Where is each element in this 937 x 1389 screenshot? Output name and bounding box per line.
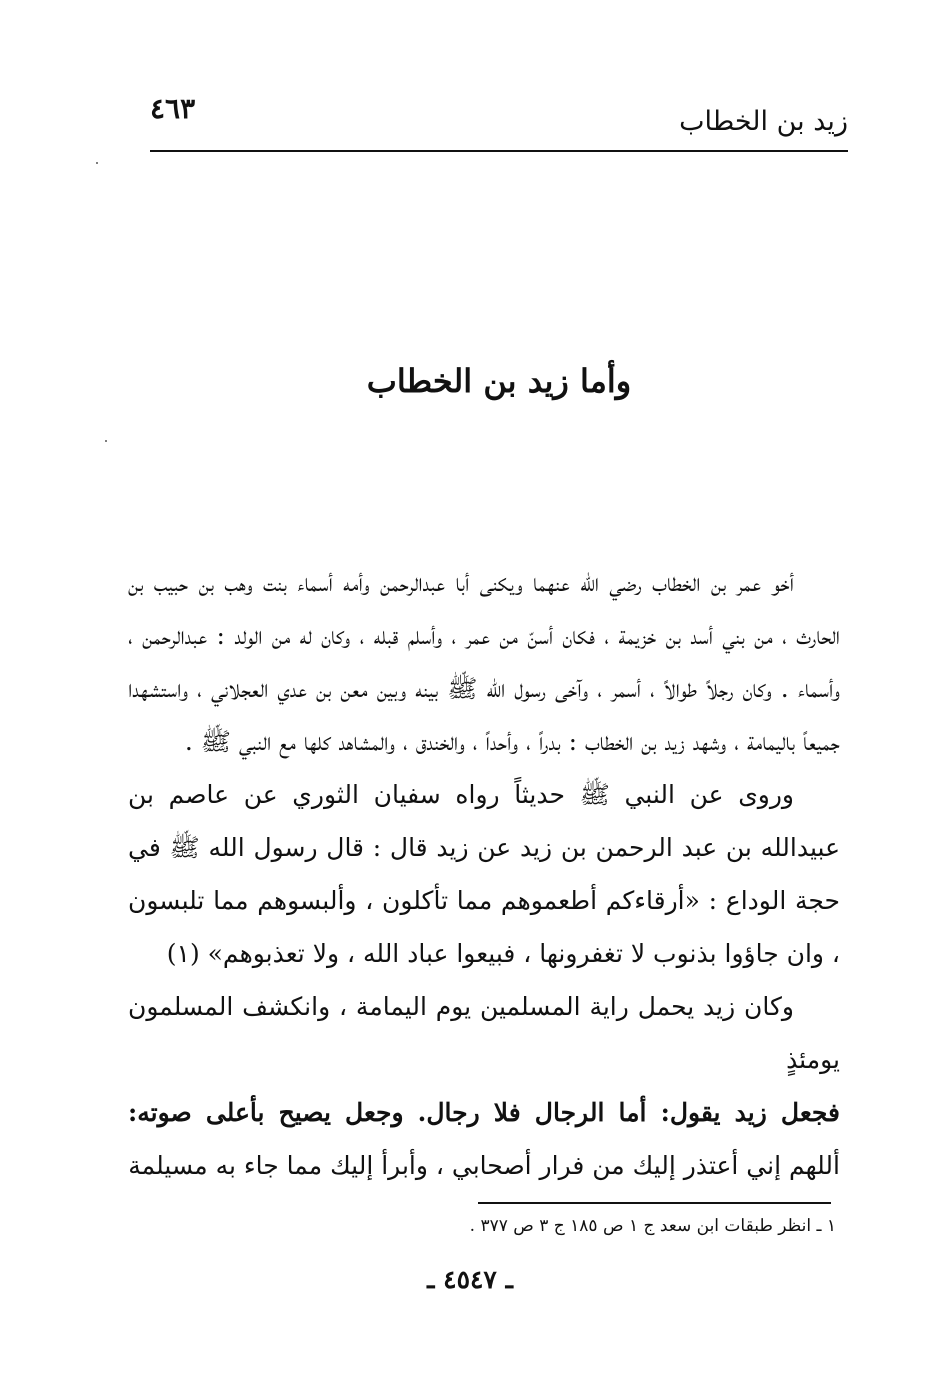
paragraph: أخو عمر بن الخطاب رضي الله عنهما ويكنى أبا عبدالرحمن وأمه أسماء بنت وهب بن حبيب بن الحارث ، من بني أسد بن خزيمة ، فكان أسنّ من عمر ، وأسلم قبله ، وكان له من الولد : عبدالرحمن ، وأسماء . وكان رجلاً طوالاً ، أسمر ، وآخى رسول الله ﷺ بينه وبين معن بن عدي العجلاني ، واستشهدا جميعاً باليمامة ، وشهد زيد بن الخطاب : بدراً ، وأحداً ، والخندق ، والمشاهد كلها مع النبي ﷺ . [128,568,840,756]
running-header [150,92,848,150]
text-run: أللهم إني أعتذر إليك من فرار أصحابي ، وأبرأ إليك مما جاء به مسيلمة [128,1151,840,1180]
footnote: ١ ـ انظر طبقات ابن سعد ج ١ ص ١٨٥ ج ٣ ص ٣٧٧ . [469,1216,836,1236]
footnote-rule [478,1202,831,1204]
chapter-title: وأما زيد بن الخطاب [366,362,632,400]
header-rule [150,150,848,152]
paragraph [128,1086,840,1192]
scan-speck [105,440,107,442]
scan-speck [96,162,98,164]
bold-text-run: فجعل زيد يقول: أما الرجال فلا رجال. وجعل يصيح بأعلى صوته: [128,1098,840,1127]
folio-number: ـ ٤٥٤٧ ـ [427,1265,513,1294]
running-title: زيد بن الخطاب [679,106,848,137]
page-number: ٤٦٣ [150,92,196,125]
paragraph: وروى عن النبي ﷺ حديثاً رواه سفيان الثوري عن عاصم بن عبيدالله بن عبد الرحمن بن زيد عن زيد قال : قال رسول الله ﷺ في حجة الوداع : «أرقاءكم أطعموهم مما تأكلون ، وألبسوهم مما تلبسون ، وان جاؤوا بذنوب لا تغفرونها ، فبيعوا عباد الله ، ولا تعذبوهم» (١) [128,780,840,968]
paragraph: وكان زيد يحمل راية المسلمين يوم اليمامة ، وانكشف المسلمون يومئذٍ [128,992,840,1074]
body-text [128,556,840,1192]
